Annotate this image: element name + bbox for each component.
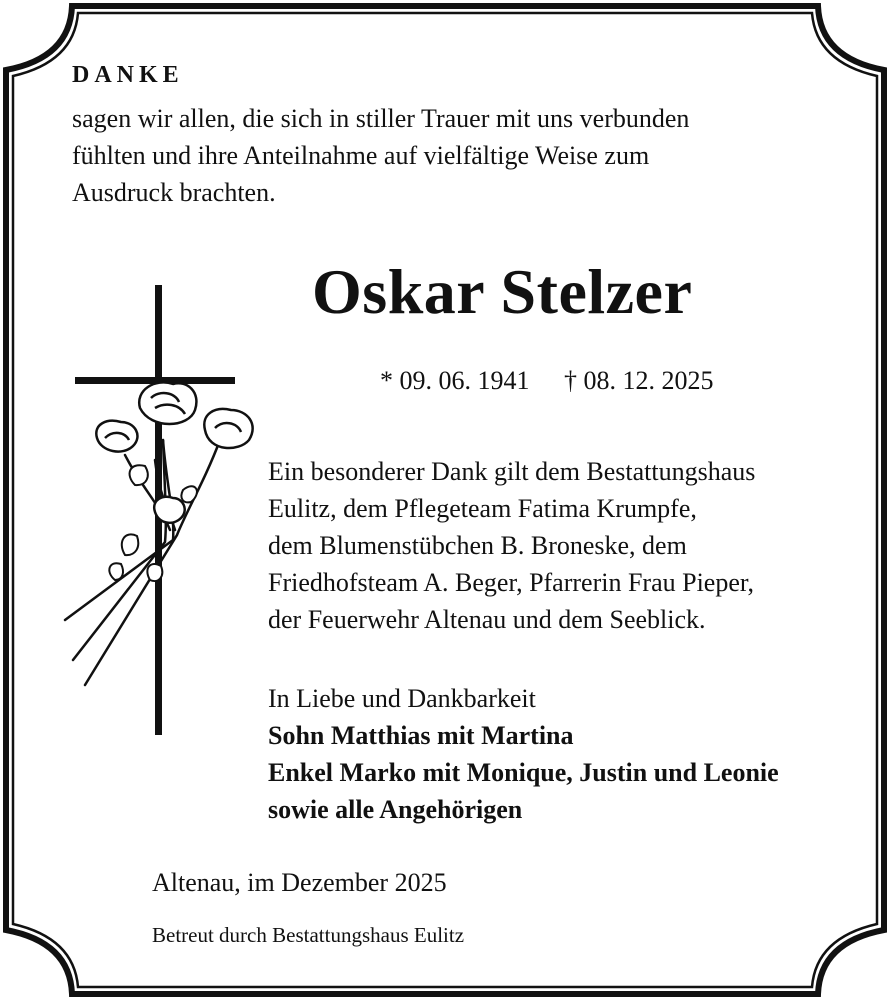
- heading-danke: DANKE: [72, 62, 184, 88]
- place-date: Altenau, im Dezember 2025: [152, 868, 447, 897]
- closing-line: In Liebe und Dankbarkeit: [268, 684, 536, 713]
- thanks-line: Eulitz, dem Pflegeteam Fatima Krumpfe,: [268, 494, 697, 523]
- intro-line: sagen wir allen, die sich in stiller Trauer mit uns verbunden: [72, 104, 690, 133]
- life-dates: [380, 366, 714, 396]
- cross-with-roses-icon: [55, 280, 270, 740]
- thanks-text: [268, 453, 755, 638]
- thanks-line: Friedhofsteam A. Beger, Pfarrerin Frau Pieper,: [268, 568, 755, 597]
- intro-line: fühlten und ihre Anteilnahme auf vielfältige Weise zum: [72, 141, 650, 170]
- family-line: sowie alle Angehörigen: [268, 795, 523, 824]
- deceased-name: Oskar Stelzer: [312, 256, 693, 327]
- thanks-line: der Feuerwehr Altenau und dem Seeblick.: [268, 605, 706, 634]
- death-date: † 08. 12. 2025: [564, 366, 714, 395]
- family-line: Sohn Matthias mit Martina: [268, 721, 574, 750]
- thanks-line: Ein besonderer Dank gilt dem Bestattungshaus: [268, 457, 756, 486]
- birth-date: * 09. 06. 1941: [380, 366, 530, 395]
- closing-block: [268, 680, 779, 828]
- intro-line: Ausdruck brachten.: [72, 178, 276, 207]
- family-line: Enkel Marko mit Monique, Justin und Leonie: [268, 758, 779, 787]
- thanks-line: dem Blumenstübchen B. Broneske, dem: [268, 531, 687, 560]
- intro-text: [72, 100, 689, 211]
- footer-credit: Betreut durch Bestattungshaus Eulitz: [152, 923, 465, 947]
